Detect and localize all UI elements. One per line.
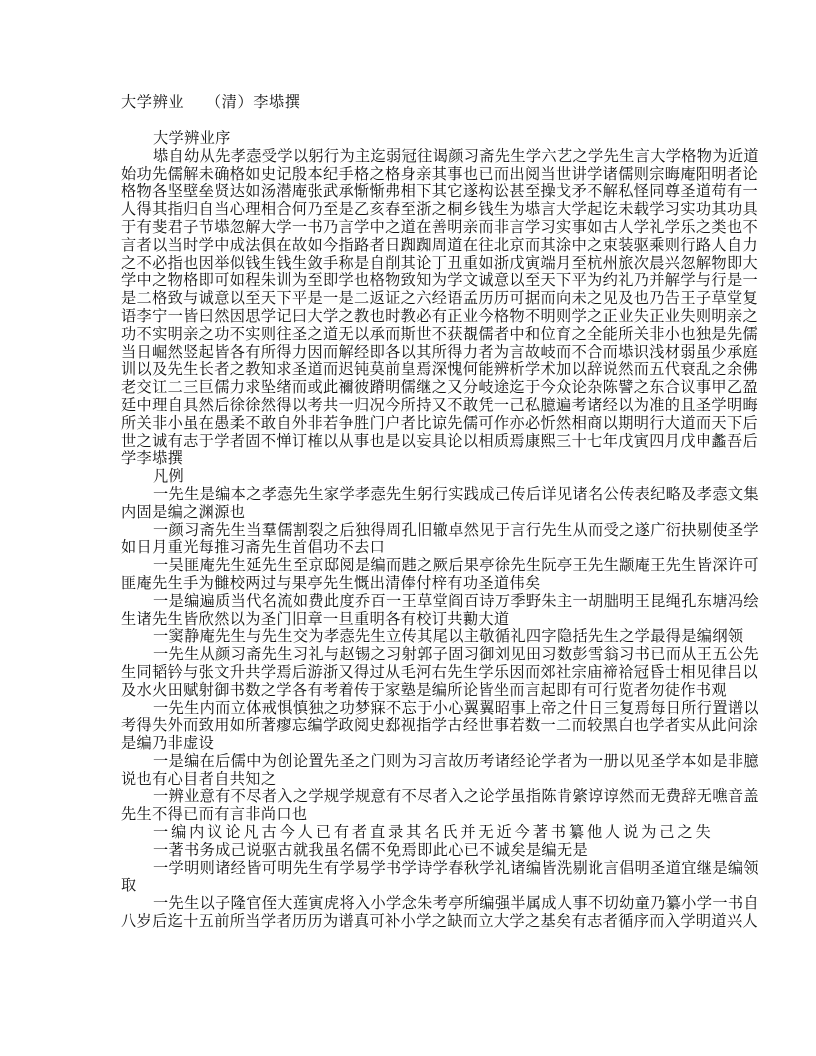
fanli-line: 生诸先生皆欣然以为圣门旧章一旦重明各有校订共勷大道 — [121, 609, 510, 628]
preface-line: 塨自幼从先孝悫受学以躬行为主迄弱冠往谒颜习斋先生学六艺之学先生言大学格物为近道 — [153, 146, 759, 165]
fanli-line: 内固是编之渊源也 — [121, 502, 246, 521]
document-page — [121, 93, 759, 931]
preface-line: 人得其指归自当心理相合何乃至是乙亥春至浙之桐乡钱生为塨言大学起讫未载学习实功其功具 — [121, 200, 759, 219]
fanli-line: 一是编遍质当代名流如费此度乔百一王草堂阎百诗万季野朱主一胡朏明王昆绳孔东塘冯绘 — [153, 591, 759, 610]
fanli-line: 是编乃非虚设 — [121, 734, 215, 753]
fanli-line: 说也有心目者自共知之 — [121, 769, 277, 788]
fanli-entry — [121, 698, 759, 753]
fanli-entry — [121, 627, 744, 646]
fanli-entry — [121, 556, 759, 593]
fanli-entry — [121, 858, 759, 896]
fanli-line: 一是编在后儒中为创论置先圣之门则为习言故历考诸经论学者为一册以见圣学本如是非臆 — [153, 751, 759, 770]
fanli-entry — [121, 591, 759, 629]
preface-line: 语李宁一皆曰然因思学记曰大学之教也时教必有正业今格物不明则学之正业失正业失则明亲之 — [121, 306, 759, 325]
preface-line: 训以及先生长者之教知求圣道而迟钝莫前皇焉深愧何能辨析学术加以辞说然而五代衰乱之余佛 — [121, 360, 759, 379]
fanli-section — [121, 484, 759, 931]
preface-line: 始功先儒解未确格如史记殷本纪手格之格身亲其事也已而出阅当世讲学诸儒则宗晦庵阳明者论 — [121, 164, 759, 183]
fanli-line: 先生不得已而有言非尚口也 — [121, 805, 308, 824]
preface-line: 学中之物格即可如程朱训为至即学也格物致知为学文诚意以至天下平为约礼乃并解学与行是一 — [121, 271, 759, 290]
preface-line: 当日崛然竖起皆各有所得力因而解经即各以其所得力者为言故岐而不合而塨识浅材弱虽少承庭 — [121, 342, 759, 361]
fanli-entry — [121, 787, 759, 824]
fanli-entry — [121, 520, 759, 558]
preface-line: 老交讧二三巨儒力求坠绪而或此禰彼蹐明儒继之又分岐途迄于今众论杂陈譬之东合议事甲乙盈 — [121, 378, 759, 397]
document-title: 大学辨业 — [121, 93, 185, 111]
document-body — [121, 129, 759, 931]
document-header — [121, 94, 711, 112]
fanli-entry — [121, 484, 759, 522]
fanli-line: 一窦静庵先生与先生交为孝悫先生立传其尾以主敬循礼四字隐括先生之学最得是编纲领 — [153, 627, 744, 646]
fanli-line: 一吴匪庵先生延先生至京邸阅是编而韪之厥后果亭徐先生阮亭王先生颛庵王先生皆深许可 — [153, 556, 759, 575]
preface-line: 所关非小虽在愚柔不敢自外非若争胜门户者比谅先儒可作亦必忻然相商以期明行大道而天下后 — [121, 413, 759, 432]
fanli-line: 一先生以子隆官侄大莲寅虎将入小学念朱考亭所编强半属成人事不切幼童乃纂小学一书自 — [153, 894, 759, 913]
fanli-line: 及水火田赋射御书数之学各有考着传于家塾是编所论皆坐而言起即有可行览者勿徒作书观 — [121, 680, 727, 699]
fanli-entry — [121, 842, 711, 860]
fanli-line: 考得失外而致用如所著瘳忘编学政阅史郄视指学古经世事若数一二而较黑白也学者实从此问涂 — [121, 716, 759, 735]
fanli-line: 一编内议论凡古今人已有者直录其名氏并无近今著书纂他人说为己之失 — [153, 823, 711, 842]
fanli-line: 一颜习斋先生当羣儒割裂之后独得周孔旧辙卓然见于言行先生从而受之遂广衍抉剔使圣学 — [153, 520, 759, 539]
spacer — [121, 112, 711, 130]
fanli-line: 一学明则诸经皆可明先生有学易学书学诗学春秋学礼诸编皆洗剔讹言倡明圣道宜继是编领 — [153, 858, 759, 877]
fanli-entry — [121, 751, 759, 789]
fanli-heading: 凡例 — [153, 467, 185, 486]
fanli-line: 八岁后迄十五前所当学者历历为谱真可补小学之缺而立大学之基矣有志者循序而入学明道兴人 — [121, 912, 759, 931]
preface-heading: 大学辨业序 — [153, 129, 231, 147]
preface-line: 学李塨撰 — [121, 449, 184, 468]
preface-line: 廷中理自具然后徐徐然得以考共一归况今所持又不敢凭一己私臆遍考诸经以为准的且圣学明晦 — [121, 395, 759, 414]
fanli-entry — [121, 894, 759, 931]
preface-line: 世之诚有志于学者固不惮订榷以从事也是以妄具论以相质焉康熙三十七年戊寅四月戊申蠡吾后 — [121, 431, 759, 450]
fanli-line: 一先生内而立体戒惧慎独之功梦寐不忘于小心翼翼昭事上帝之什日三复焉每日所行置谱以 — [153, 698, 759, 717]
fanli-line: 一先生从颜习斋先生习礼与赵锡之习射郭子固习御刘见田习数彭雪翁习书已而从王五公先 — [153, 645, 759, 664]
preface-line: 于有斐君子节塨忽解大学一书乃言学中之道在善明亲而非言学习实事如古人学礼学乐之类也不 — [121, 217, 759, 236]
fanli-line: 一先生是编本之孝悫先生家学孝悫先生躬行实践成己传后详见诸名公传表纪略及孝悫文集 — [153, 484, 759, 503]
preface-line: 言者以当时学中成法俱在故如今指路者日踟踟周道在往北京而其涂中之束装驱乘则行路人自力 — [121, 235, 759, 254]
fanli-line: 一著书务成己说驱古就我虽名儒不免焉即此心已不诚矣是编无是 — [153, 840, 589, 859]
fanli-line: 生同韬钤与张文升共学焉后游浙又得过从毛河右先生学乐因而郊社宗庙禘祫冠昏士相见律吕以 — [121, 662, 759, 681]
preface-section — [121, 146, 759, 468]
preface-line: 格物各坚壁垒贤达如汤潜庵张武承惭惭弗相下其它遂构讼甚至操戈矛不解私怪同尊圣道苟有一 — [121, 182, 759, 201]
fanli-line: 匪庵先生手为雠校两过与果亭先生慨出清俸付梓有功圣道伟矣 — [121, 573, 541, 592]
fanli-line: 取 — [121, 876, 137, 895]
document-author: （清）李塨撰 — [205, 93, 301, 111]
preface-line: 是二格致与诚意以至天下平是一是二返证之六经语孟历历可据而向未之见及也乃告王子草堂复 — [121, 289, 759, 308]
preface-line: 之不必指也因举似钱生钱生敛手称是自削其论丁丑重如浙戊寅端月至杭州旅次晨兴忽解物即大 — [121, 253, 759, 272]
fanli-line: 如日月重光每推习斋先生首倡功不去口 — [121, 538, 386, 557]
preface-line: 功不实明亲之功不实则往圣之道无以承而斯世不获覩儒者中和位育之全能所关非小也独是先儒 — [121, 324, 759, 343]
fanli-entry — [121, 645, 759, 699]
fanli-entry — [121, 824, 711, 842]
fanli-line: 一辨业意有不尽者入之学规学规意有不尽者入之论学虽指陈肯綮谆谆然而无费辞无噍音盖 — [153, 787, 759, 806]
